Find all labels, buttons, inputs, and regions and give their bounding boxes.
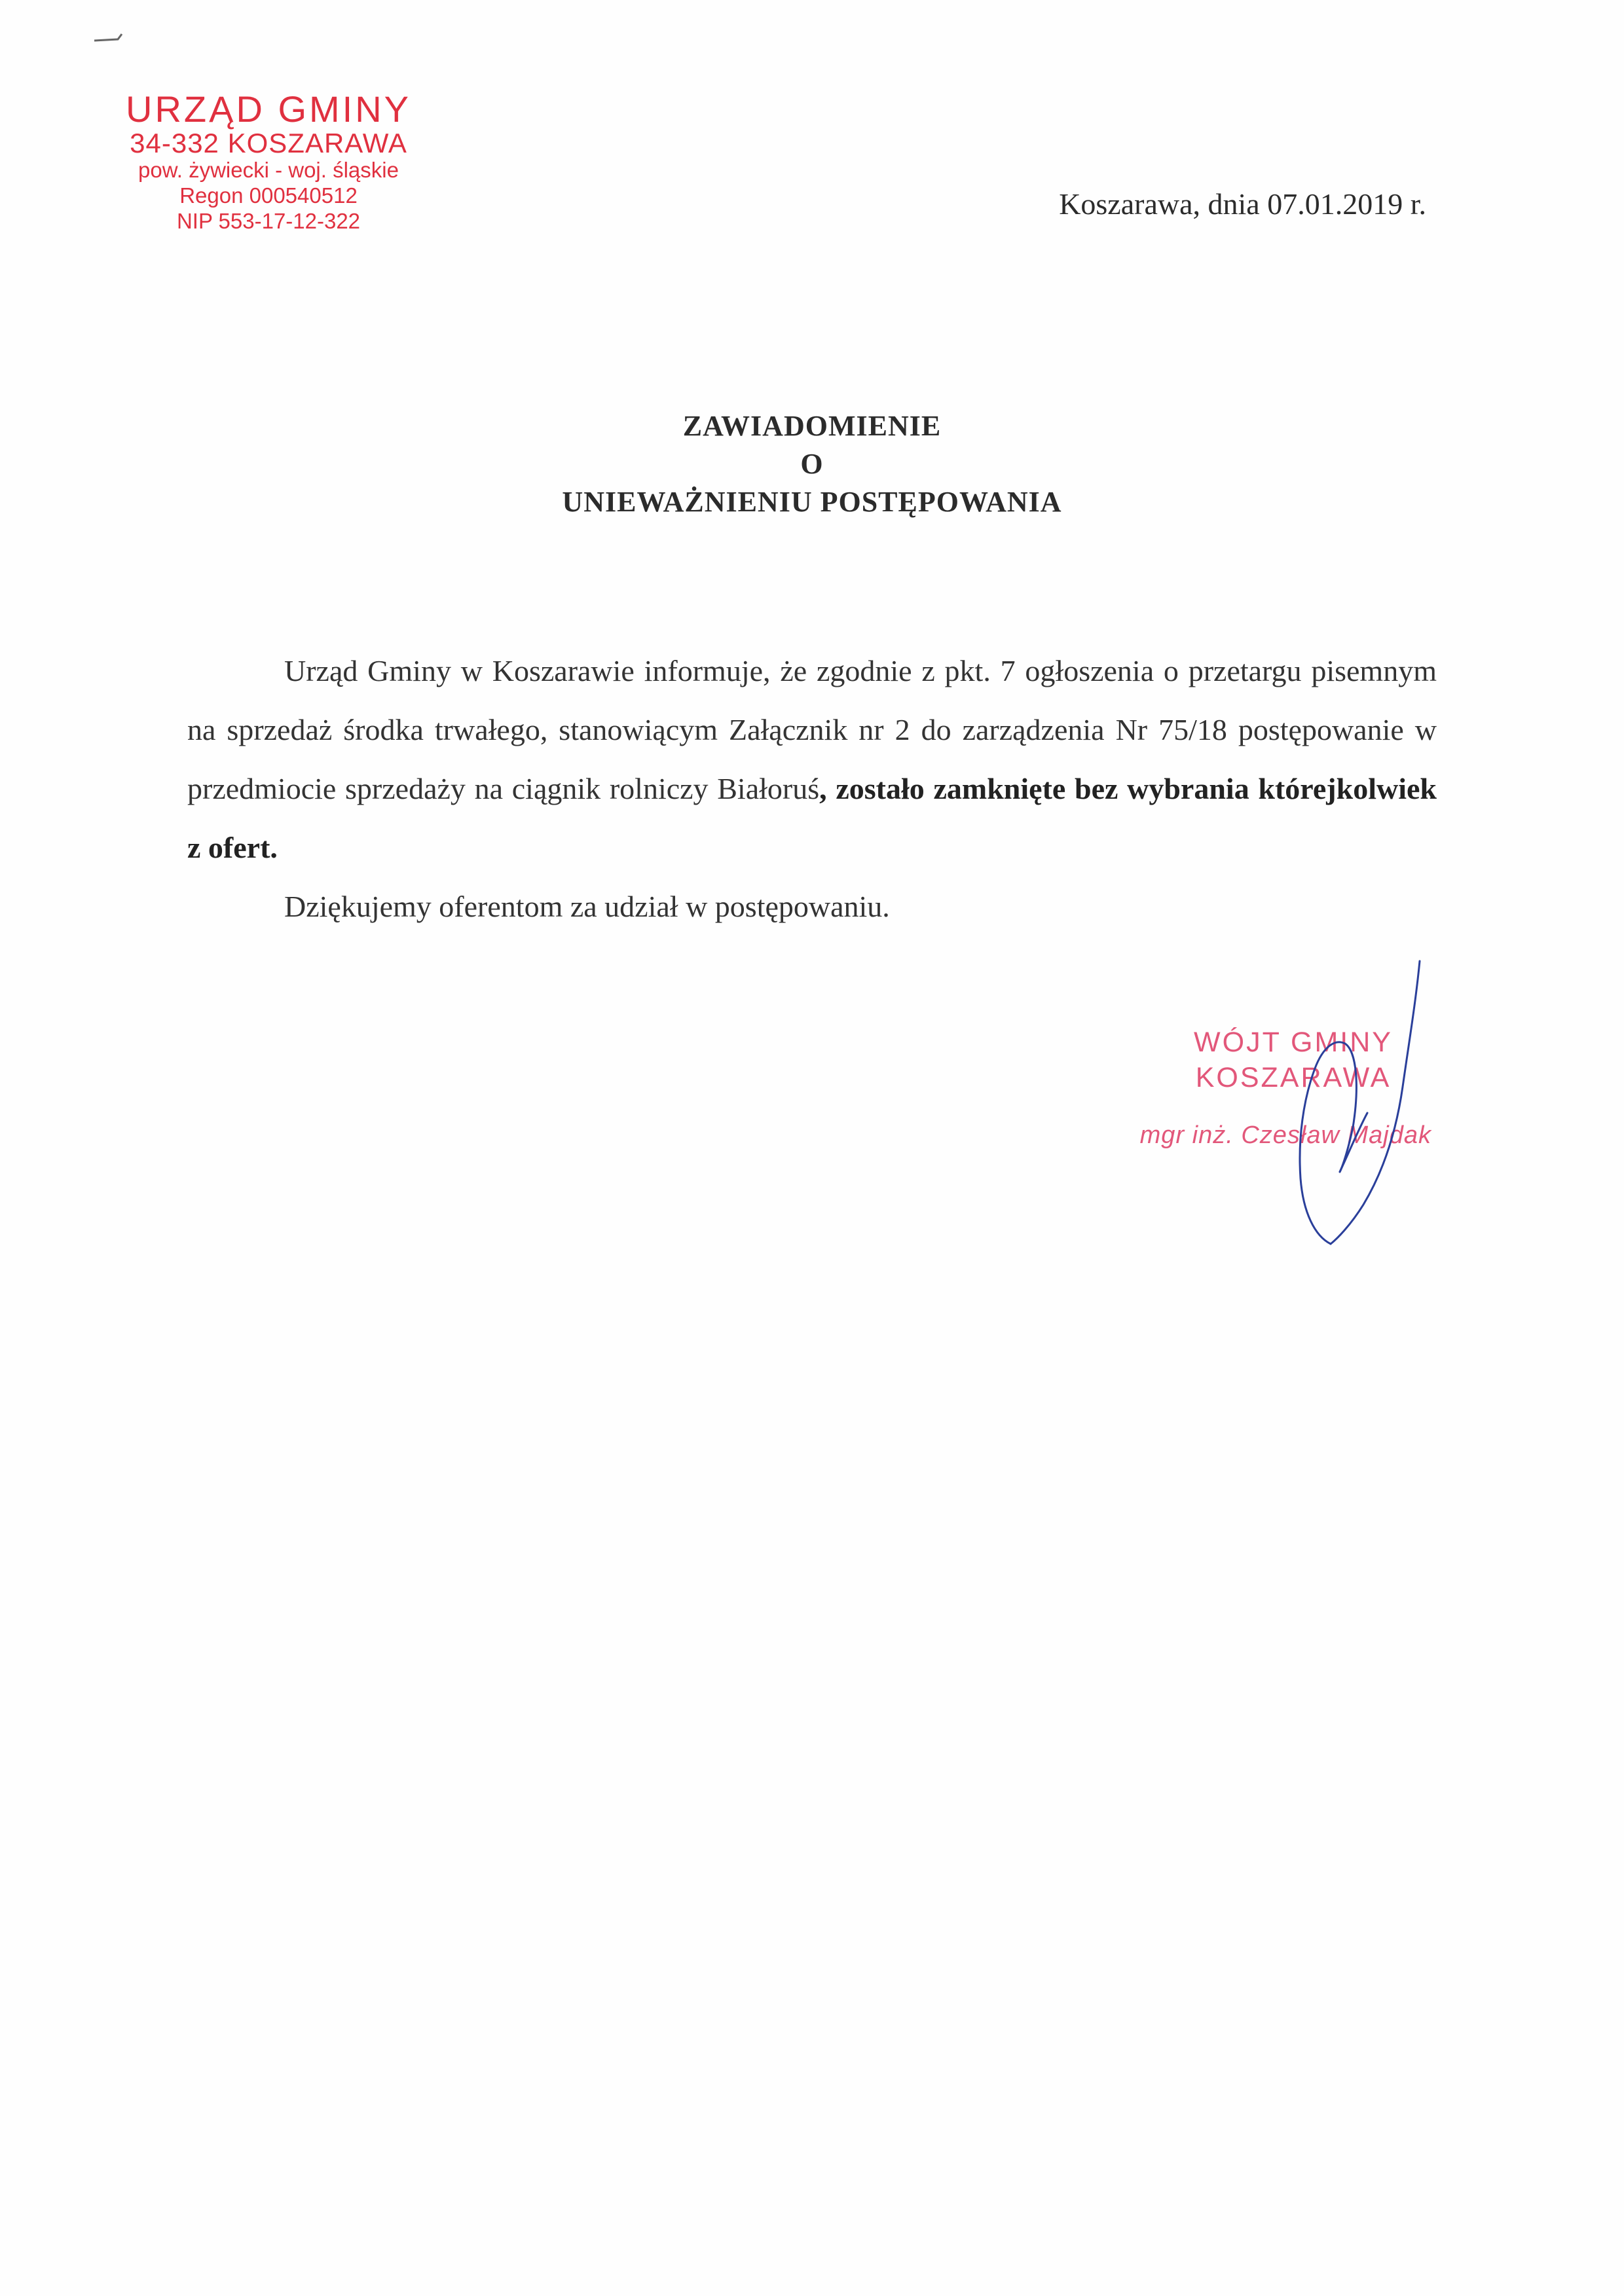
body-paragraph-2: Dziękujemy oferentom za udział w postępowaniu. bbox=[284, 890, 890, 923]
office-stamp-name: URZĄD GMINY bbox=[126, 88, 411, 130]
mayor-stamp-title: WÓJT GMINY bbox=[1194, 1027, 1393, 1058]
office-stamp-regon: Regon 000540512 bbox=[179, 183, 358, 208]
title-line-3: UNIEWAŻNIENIU POSTĘPOWANIA bbox=[562, 486, 1062, 518]
body-paragraph-1-bold: , zostało zamknięte bez wybrania którejkolwiek z ofert. bbox=[187, 772, 1437, 864]
title-line-1: ZAWIADOMIENIE bbox=[682, 410, 942, 442]
document-body bbox=[187, 642, 1437, 936]
title-line-2: O bbox=[800, 448, 824, 480]
body-paragraph-1 bbox=[187, 642, 1437, 877]
office-stamp bbox=[98, 90, 439, 234]
office-stamp-address: 34-332 KOSZARAWA bbox=[130, 127, 407, 158]
mayor-stamp-person: mgr inż. Czesław Majdak bbox=[1139, 1121, 1431, 1149]
office-stamp-region: pow. żywiecki - woj. śląskie bbox=[138, 157, 399, 182]
scan-mark-icon bbox=[92, 26, 131, 46]
body-paragraph-1-text: Urząd Gminy w Koszarawie informuje, że zgodnie z pkt. 7 ogłoszenia o przetargu pisemnym na sprzedaż środka trwałego, stanowiącym Załącznik nr 2 do zarządzenia Nr 75/18 postępowanie w przedmiocie sprzedaży na ciągnik rolniczy Białoruś bbox=[187, 654, 1437, 805]
document-title bbox=[0, 407, 1624, 521]
mayor-stamp-municipality: KOSZARAWA bbox=[1195, 1062, 1392, 1093]
office-stamp-nip: NIP 553-17-12-322 bbox=[176, 208, 361, 233]
handwritten-signature bbox=[1211, 956, 1447, 1270]
date-line: Koszarawa, dnia 07.01.2019 r. bbox=[1059, 187, 1426, 221]
